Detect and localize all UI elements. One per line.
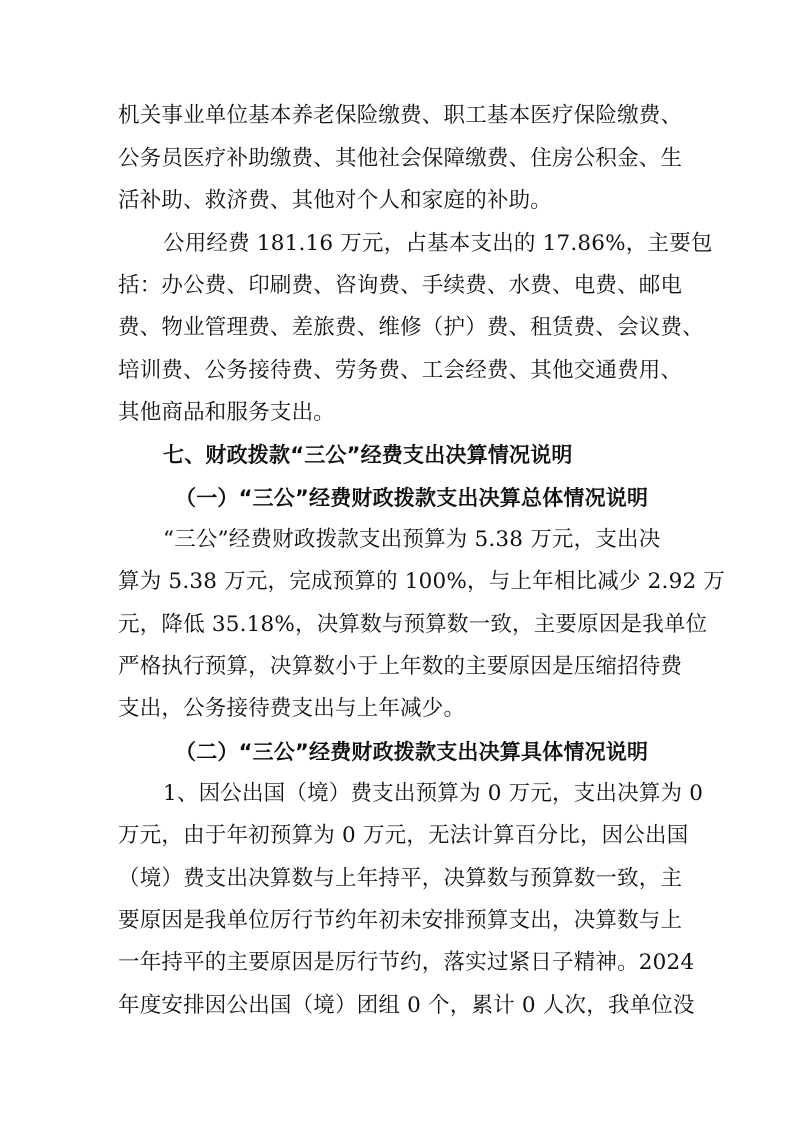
paragraph-line: 1、因公出国（境）费支出预算为 0 万元，支出决算为 0 xyxy=(163,781,704,806)
section-heading: 七、财政拨款“三公”经费支出决算情况说明 xyxy=(163,443,573,467)
paragraph-line: 支出，公务接待费支出与上年减少。 xyxy=(118,696,466,721)
paragraph-line: 严格执行预算，决算数小于上年数的主要原因是压缩招待费 xyxy=(118,654,683,679)
paragraph-line: 公用经费 181.16 万元，占基本支出的 17.86%，主要包 xyxy=(163,231,713,256)
paragraph-line: 培训费、公务接待费、劳务费、工会经费、其他交通费用、 xyxy=(118,358,683,383)
paragraph-line: 费、物业管理费、差旅费、维修（护）费、租赁费、会议费、 xyxy=(118,315,704,340)
paragraph-line: 元，降低 35.18%，决算数与预算数一致，主要原因是我单位 xyxy=(118,612,708,637)
paragraph-line: 活补助、救济费、其他对个人和家庭的补助。 xyxy=(118,188,553,213)
subsection-heading: （二）“三公”经费财政拨款支出决算具体情况说明 xyxy=(175,740,649,764)
paragraph-line: 机关事业单位基本养老保险缴费、职工基本医疗保险缴费、 xyxy=(118,103,683,128)
paragraph-line: 要原因是我单位厉行节约年初未安排预算支出，决算数与上 xyxy=(118,908,683,933)
paragraph-line: 算为 5.38 万元，完成预算的 100%，与上年相比减少 2.92 万 xyxy=(118,569,726,594)
paragraph-line: 一年持平的主要原因是厉行节约，落实过紧日子精神。2024 xyxy=(118,950,695,975)
paragraph-line: 其他商品和服务支出。 xyxy=(118,400,336,425)
paragraph-line: 年度安排因公出国（境）团组 0 个，累计 0 人次，我单位没 xyxy=(118,993,695,1018)
paragraph-line: “三公”经费财政拨款支出预算为 5.38 万元，支出决 xyxy=(163,527,661,552)
paragraph-line: （境）费支出决算数与上年持平，决算数与预算数一致，主 xyxy=(118,866,683,891)
paragraph-line: 公务员医疗补助缴费、其他社会保障缴费、住房公积金、生 xyxy=(118,146,683,171)
subsection-heading: （一）“三公”经费财政拨款支出决算总体情况说明 xyxy=(175,486,649,510)
paragraph-line: 括：办公费、印刷费、咨询费、手续费、水费、电费、邮电 xyxy=(118,273,683,298)
paragraph-line: 万元，由于年初预算为 0 万元，无法计算百分比，因公出国 xyxy=(118,823,689,848)
